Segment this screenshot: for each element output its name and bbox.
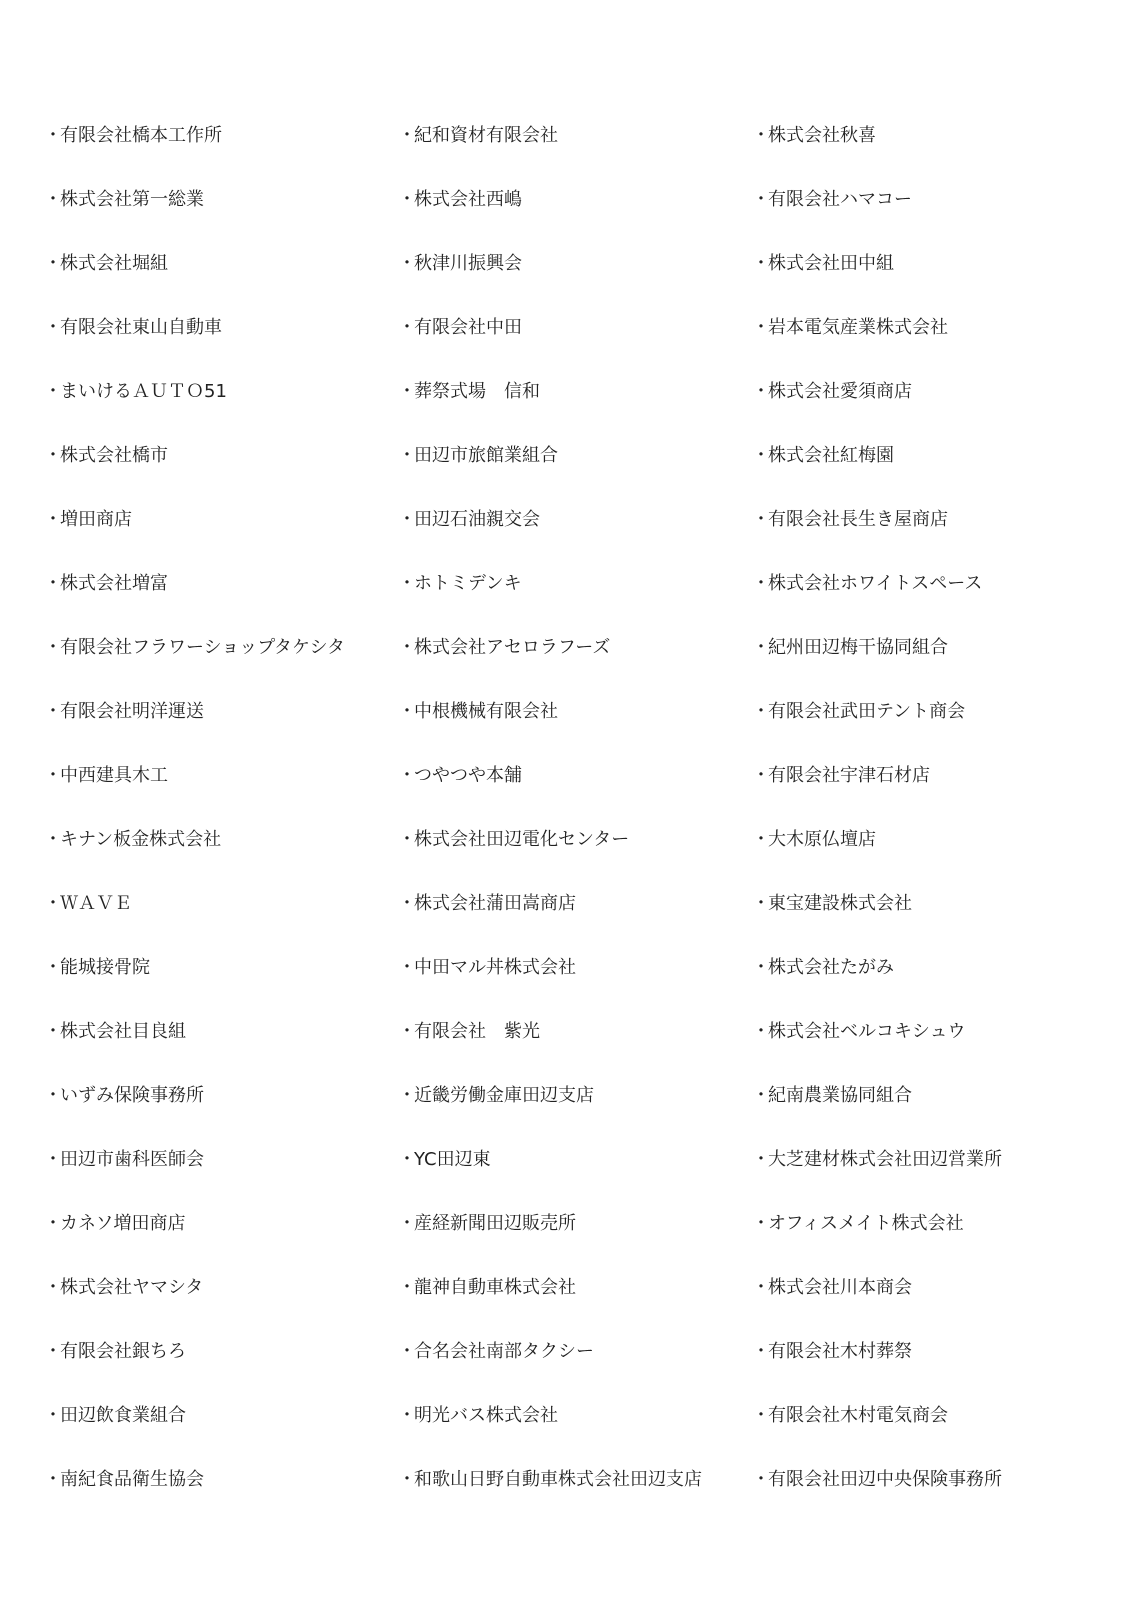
- list-item: [44, 378, 384, 442]
- bullet-marker: ・: [44, 1085, 62, 1106]
- list-item: [398, 1146, 738, 1210]
- organization-name: 有限会社フラワーショップタケシタ: [60, 637, 345, 658]
- list-item: [398, 762, 738, 826]
- organization-name: 株式会社ベルコキシュウ: [768, 1021, 966, 1042]
- list-item: [44, 890, 384, 954]
- organization-name: キナン板金株式会社: [60, 829, 222, 850]
- list-item: [752, 122, 1092, 186]
- list-item: [44, 762, 384, 826]
- bullet-marker: ・: [398, 317, 416, 338]
- organization-name: 株式会社たがみ: [768, 957, 894, 978]
- organization-name: 有限会社橋本工作所: [60, 125, 222, 146]
- list-item: [398, 378, 738, 442]
- organization-name: 大芝建材株式会社田辺営業所: [768, 1149, 1002, 1170]
- organization-name: 合名会社南部タクシー: [414, 1341, 594, 1362]
- list-item: [44, 442, 384, 506]
- list-item: [44, 826, 384, 890]
- list-item: [398, 1466, 738, 1530]
- list-item: [752, 890, 1092, 954]
- organization-name: 田辺石油親交会: [414, 509, 540, 530]
- bullet-marker: ・: [44, 1277, 62, 1298]
- list-item: [44, 314, 384, 378]
- list-item: [752, 186, 1092, 250]
- list-item: [752, 250, 1092, 314]
- list-item: [44, 506, 384, 570]
- bullet-marker: ・: [44, 1149, 62, 1170]
- list-item: [398, 442, 738, 506]
- organization-name: 株式会社目良組: [60, 1021, 186, 1042]
- organization-name: 東宝建設株式会社: [768, 893, 912, 914]
- bullet-marker: ・: [752, 1149, 770, 1170]
- list-item: [398, 634, 738, 698]
- bullet-marker: ・: [398, 1469, 416, 1490]
- list-item: [398, 1338, 738, 1402]
- organization-name: 有限会社長生き屋商店: [768, 509, 948, 530]
- list-item: [44, 250, 384, 314]
- bullet-marker: ・: [398, 701, 416, 722]
- organization-name: 明光バス株式会社: [414, 1405, 558, 1426]
- bullet-marker: ・: [44, 765, 62, 786]
- bullet-marker: ・: [44, 189, 62, 210]
- organization-name: 岩本電気産業株式会社: [768, 317, 948, 338]
- organization-name: ホトミデンキ: [414, 573, 522, 594]
- organization-name: 田辺市旅館業組合: [414, 445, 558, 466]
- list-item: [44, 1274, 384, 1338]
- organization-name: 南紀食品衛生協会: [60, 1469, 204, 1490]
- organization-name: 有限会社東山自動車: [60, 317, 222, 338]
- organization-name: 株式会社愛須商店: [768, 381, 912, 402]
- list-item: [398, 826, 738, 890]
- list-item: [398, 250, 738, 314]
- list-item: [44, 1210, 384, 1274]
- organization-name: 有限会社木村電気商会: [768, 1405, 948, 1426]
- list-item: [398, 698, 738, 762]
- list-item: [44, 1402, 384, 1466]
- list-item: [752, 442, 1092, 506]
- organization-name: 有限会社中田: [414, 317, 522, 338]
- list-item: [44, 1338, 384, 1402]
- list-item: [752, 1338, 1092, 1402]
- organization-name: 和歌山日野自動車株式会社田辺支店: [414, 1469, 702, 1490]
- organization-name: 秋津川振興会: [414, 253, 522, 274]
- bullet-marker: ・: [752, 317, 770, 338]
- bullet-marker: ・: [752, 381, 770, 402]
- bullet-marker: ・: [752, 957, 770, 978]
- organization-name: ＷＡＶＥ: [60, 893, 132, 914]
- list-item: [44, 1018, 384, 1082]
- bullet-marker: ・: [398, 829, 416, 850]
- list-item: [44, 1146, 384, 1210]
- organization-name: 有限会社 紫光: [414, 1021, 540, 1042]
- bullet-marker: ・: [398, 573, 416, 594]
- bullet-marker: ・: [752, 445, 770, 466]
- organization-name: YC田辺東: [414, 1149, 491, 1170]
- bullet-marker: ・: [398, 125, 416, 146]
- list-item: [44, 698, 384, 762]
- organization-name: 増田商店: [60, 509, 132, 530]
- list-item: [398, 1210, 738, 1274]
- organization-name: 有限会社武田テント商会: [768, 701, 966, 722]
- list-item: [398, 506, 738, 570]
- bullet-marker: ・: [752, 509, 770, 530]
- list-item: [752, 1082, 1092, 1146]
- bullet-marker: ・: [398, 957, 416, 978]
- organization-name: 中西建具木工: [60, 765, 168, 786]
- list-item: [398, 954, 738, 1018]
- list-item: [44, 186, 384, 250]
- bullet-marker: ・: [398, 1021, 416, 1042]
- list-item: [398, 1018, 738, 1082]
- bullet-marker: ・: [44, 1213, 62, 1234]
- bullet-marker: ・: [398, 1085, 416, 1106]
- sponsor-column-1: [44, 122, 384, 1530]
- bullet-marker: ・: [752, 189, 770, 210]
- bullet-marker: ・: [44, 1405, 62, 1426]
- list-item: [44, 122, 384, 186]
- bullet-marker: ・: [44, 1021, 62, 1042]
- list-item: [752, 826, 1092, 890]
- bullet-marker: ・: [752, 1405, 770, 1426]
- list-item: [398, 122, 738, 186]
- list-item: [44, 1082, 384, 1146]
- organization-name: 株式会社田辺電化センター: [414, 829, 630, 850]
- list-item: [752, 506, 1092, 570]
- organization-name: 株式会社川本商会: [768, 1277, 912, 1298]
- list-item: [398, 1274, 738, 1338]
- organization-name: 田辺市歯科医師会: [60, 1149, 204, 1170]
- organization-name: 能城接骨院: [60, 957, 150, 978]
- bullet-marker: ・: [398, 893, 416, 914]
- organization-name: 紀南農業協同組合: [768, 1085, 912, 1106]
- list-item: [752, 1274, 1092, 1338]
- bullet-marker: ・: [44, 381, 62, 402]
- list-item: [398, 186, 738, 250]
- list-item: [398, 570, 738, 634]
- bullet-marker: ・: [752, 573, 770, 594]
- bullet-marker: ・: [44, 637, 62, 658]
- list-item: [752, 762, 1092, 826]
- bullet-marker: ・: [44, 701, 62, 722]
- organization-name: 株式会社秋喜: [768, 125, 876, 146]
- organization-name: 紀和資材有限会社: [414, 125, 558, 146]
- organization-name: 株式会社増富: [60, 573, 168, 594]
- bullet-marker: ・: [398, 445, 416, 466]
- organization-name: カネソ増田商店: [60, 1213, 186, 1234]
- bullet-marker: ・: [44, 1469, 62, 1490]
- bullet-marker: ・: [44, 125, 62, 146]
- list-item: [44, 1466, 384, 1530]
- bullet-marker: ・: [44, 445, 62, 466]
- bullet-marker: ・: [398, 1341, 416, 1362]
- organization-name: 株式会社第一総業: [60, 189, 204, 210]
- bullet-marker: ・: [398, 189, 416, 210]
- organization-name: 中田マル丼株式会社: [414, 957, 576, 978]
- bullet-marker: ・: [44, 509, 62, 530]
- organization-name: 有限会社ハマコー: [768, 189, 912, 210]
- organization-name: 大木原仏壇店: [768, 829, 876, 850]
- bullet-marker: ・: [752, 1341, 770, 1362]
- bullet-marker: ・: [44, 317, 62, 338]
- bullet-marker: ・: [398, 381, 416, 402]
- list-item: [752, 698, 1092, 762]
- organization-name: 株式会社堀組: [60, 253, 168, 274]
- bullet-marker: ・: [752, 1213, 770, 1234]
- list-item: [752, 314, 1092, 378]
- bullet-marker: ・: [752, 893, 770, 914]
- list-item: [44, 954, 384, 1018]
- bullet-marker: ・: [752, 829, 770, 850]
- bullet-marker: ・: [752, 701, 770, 722]
- list-item: [398, 1082, 738, 1146]
- bullet-marker: ・: [44, 893, 62, 914]
- bullet-marker: ・: [752, 1277, 770, 1298]
- bullet-marker: ・: [398, 253, 416, 274]
- bullet-marker: ・: [752, 765, 770, 786]
- organization-name: つやつや本舗: [414, 765, 522, 786]
- organization-name: オフィスメイト株式会社: [768, 1213, 964, 1234]
- organization-name: 有限会社木村葬祭: [768, 1341, 912, 1362]
- bullet-marker: ・: [44, 573, 62, 594]
- bullet-marker: ・: [398, 1277, 416, 1298]
- organization-name: 株式会社西嶋: [414, 189, 522, 210]
- organization-name: まいけるＡＵＴＯ51: [60, 381, 227, 402]
- bullet-marker: ・: [752, 253, 770, 274]
- list-item: [398, 314, 738, 378]
- list-item: [752, 1210, 1092, 1274]
- organization-name: いずみ保険事務所: [60, 1085, 204, 1106]
- bullet-marker: ・: [398, 1213, 416, 1234]
- organization-name: 株式会社紅梅園: [768, 445, 894, 466]
- organization-name: 株式会社ヤマシタ: [60, 1277, 204, 1298]
- sponsor-column-2: [398, 122, 738, 1530]
- bullet-marker: ・: [752, 1021, 770, 1042]
- list-item: [398, 1402, 738, 1466]
- organization-name: 有限会社銀ちろ: [60, 1341, 186, 1362]
- organization-name: 紀州田辺梅干協同組合: [768, 637, 948, 658]
- bullet-marker: ・: [44, 957, 62, 978]
- list-item: [752, 1018, 1092, 1082]
- list-item: [752, 954, 1092, 1018]
- list-item: [752, 1402, 1092, 1466]
- bullet-marker: ・: [398, 1149, 416, 1170]
- bullet-marker: ・: [398, 637, 416, 658]
- organization-name: 龍神自動車株式会社: [414, 1277, 576, 1298]
- organization-name: 近畿労働金庫田辺支店: [414, 1085, 594, 1106]
- list-item: [752, 634, 1092, 698]
- bullet-marker: ・: [44, 829, 62, 850]
- organization-name: 株式会社ホワイトスペース: [768, 573, 983, 594]
- organization-name: 中根機械有限会社: [414, 701, 558, 722]
- organization-name: 有限会社田辺中央保険事務所: [768, 1469, 1002, 1490]
- organization-name: 葬祭式場 信和: [414, 381, 540, 402]
- list-item: [44, 570, 384, 634]
- organization-name: 株式会社蒲田嵩商店: [414, 893, 576, 914]
- bullet-marker: ・: [398, 765, 416, 786]
- list-item: [752, 1146, 1092, 1210]
- bullet-marker: ・: [398, 1405, 416, 1426]
- organization-name: 産経新聞田辺販売所: [414, 1213, 576, 1234]
- bullet-marker: ・: [44, 1341, 62, 1362]
- organization-name: 田辺飲食業組合: [60, 1405, 186, 1426]
- organization-name: 有限会社明洋運送: [60, 701, 204, 722]
- list-item: [752, 378, 1092, 442]
- bullet-marker: ・: [398, 509, 416, 530]
- bullet-marker: ・: [752, 637, 770, 658]
- organization-name: 有限会社宇津石材店: [768, 765, 930, 786]
- bullet-marker: ・: [752, 125, 770, 146]
- sponsor-column-3: [752, 122, 1092, 1530]
- organization-name: 株式会社橋市: [60, 445, 168, 466]
- bullet-marker: ・: [44, 253, 62, 274]
- list-item: [752, 570, 1092, 634]
- list-item: [752, 1466, 1092, 1530]
- list-item: [44, 634, 384, 698]
- organization-name: 株式会社田中組: [768, 253, 894, 274]
- list-item: [398, 890, 738, 954]
- bullet-marker: ・: [752, 1469, 770, 1490]
- organization-name: 株式会社アセロラフーズ: [414, 637, 611, 658]
- bullet-marker: ・: [752, 1085, 770, 1106]
